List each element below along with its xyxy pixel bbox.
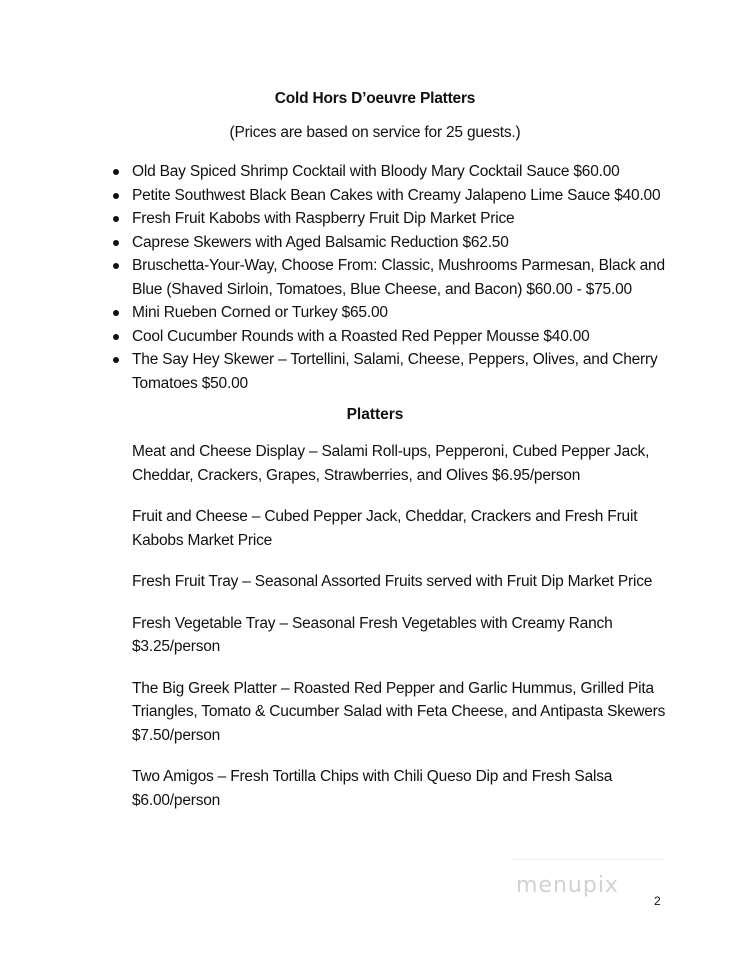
hors-doeuvre-list [110,160,670,395]
platter-item: Fresh Fruit Tray – Seasonal Assorted Fruits served with Fruit Dip Market Price [132,573,653,590]
bullet-icon [113,310,119,316]
platter-item: Fruit and Cheese – Cubed Pepper Jack, Cheddar, Crackers and Fresh Fruit Kabobs Market Price [132,508,638,549]
list-item: The Say Hey Skewer – Tortellini, Salami, Cheese, Peppers, Olives, and Cherry Tomatoes $50.00 [110,348,670,395]
platter-item: Two Amigos – Fresh Tortilla Chips with Chili Queso Dip and Fresh Salsa $6.00/person [132,768,613,809]
bullet-icon [113,263,119,269]
bullet-icon [113,216,119,222]
watermark-divider [513,859,663,860]
platter-item: Meat and Cheese Display – Salami Roll-ups, Pepperoni, Cubed Pepper Jack, Cheddar, Crackers, Grapes, Strawberries, and Olives $6.95/person [132,443,650,484]
platter-item: Fresh Vegetable Tray – Seasonal Fresh Vegetables with Creamy Ranch $3.25/person [132,614,613,655]
list-item: Cool Cucumber Rounds with a Roasted Red Pepper Mousse $40.00 [110,325,670,349]
platters-list [132,440,672,830]
list-item: Old Bay Spiced Shrimp Cocktail with Bloody Mary Cocktail Sauce $60.00 [110,160,670,184]
bullet-icon [113,334,119,340]
list-item: Caprese Skewers with Aged Balsamic Reduction $62.50 [110,231,670,255]
page-number: 2 [654,894,661,908]
list-item: Petite Southwest Black Bean Cakes with Creamy Jalapeno Lime Sauce $40.00 [110,184,670,208]
menupix-watermark: menupix [516,873,619,898]
platter-item: The Big Greek Platter – Roasted Red Pepper and Garlic Hummus, Grilled Pita Triangles, Tomato & Cucumber Salad with Feta Cheese, and Antipasta Skewers $7.50/person [132,679,666,744]
bullet-icon [113,193,119,199]
list-item: Fresh Fruit Kabobs with Raspberry Fruit Dip Market Price [110,207,670,231]
bullet-icon [113,169,119,175]
page-title: Cold Hors D’oeuvre Platters [274,90,476,107]
platters-heading: Platters [346,406,404,423]
bullet-icon [113,357,119,363]
pricing-note: (Prices are based on service for 25 guests.) [229,124,521,141]
list-item: Mini Rueben Corned or Turkey $65.00 [110,301,670,325]
list-item: Bruschetta-Your-Way, Choose From: Classic, Mushrooms Parmesan, Black and Blue (Shaved Sirloin, Tomatoes, Blue Cheese, and Bacon) $60.00 - $75.00 [110,254,670,301]
bullet-icon [113,240,119,246]
